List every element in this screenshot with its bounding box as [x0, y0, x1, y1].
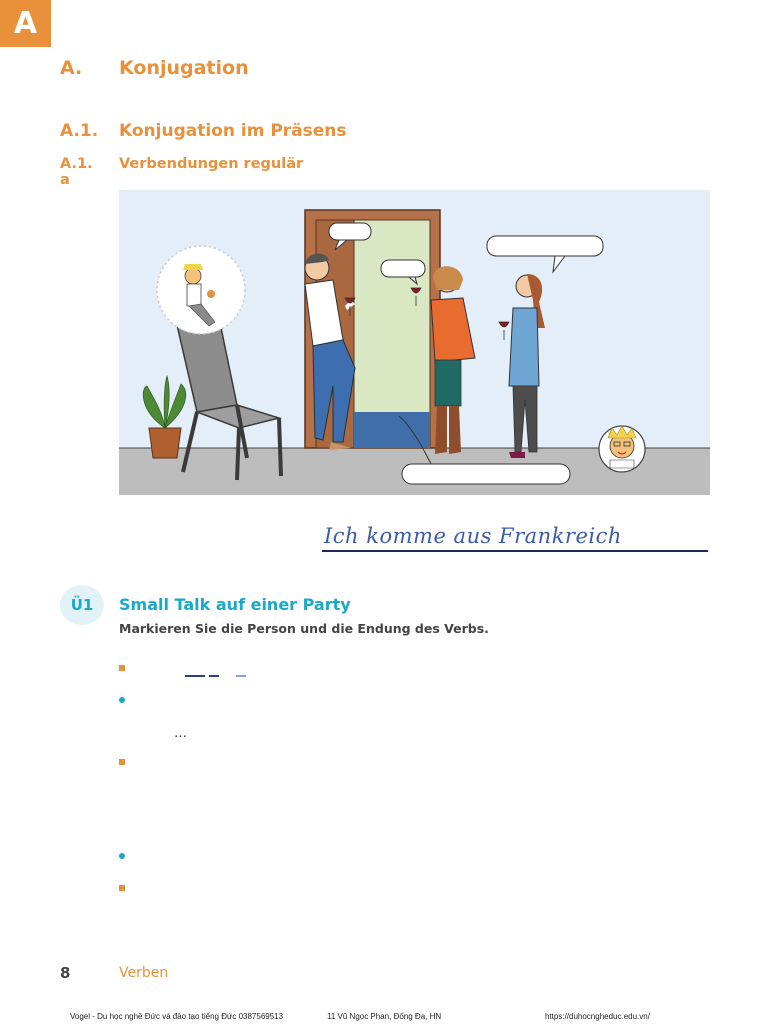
party-illustration: [119, 190, 710, 495]
chapter-tab: A: [0, 0, 51, 47]
section-title: Konjugation: [119, 57, 249, 79]
answer-blank[interactable]: [236, 675, 246, 677]
footer-url[interactable]: https://duhocngheduc.edu.vn/: [545, 1012, 650, 1021]
dialogue-bullet-orange: [119, 759, 125, 765]
dialogue-bullet-orange: [119, 665, 125, 671]
dialogue-bullet-orange: [119, 885, 125, 891]
page-number: 8: [60, 964, 71, 982]
footer-address: 11 Vũ Ngọc Phan, Đống Đa, HN: [327, 1012, 442, 1021]
handwritten-answer-line: [322, 520, 708, 552]
subsection-number: A.1.: [60, 121, 99, 141]
dialogue-bullet-cyan: [119, 697, 125, 703]
answer-blank[interactable]: [209, 675, 219, 677]
footer-publisher: Vogel - Du học nghề Đức và đào tạo tiếng Đức 0387569513: [70, 1012, 284, 1021]
exercise-title: Small Talk auf einer Party: [119, 595, 351, 614]
section-number: A.: [60, 57, 83, 79]
dialogue-bullet-cyan: [119, 853, 125, 859]
dialogue-ellipsis: …: [174, 726, 187, 741]
subsubsection-title: Verbendungen regulär: [119, 156, 304, 172]
handwritten-answer: Ich komme aus Frankreich: [324, 524, 622, 548]
exercise-badge: Ü1: [60, 585, 104, 625]
subsubsection-number: A.1. a: [60, 156, 93, 188]
chapter-name: Verben: [119, 965, 169, 981]
exercise-instruction: Markieren Sie die Person und die Endung des Verbs.: [119, 621, 489, 636]
subsection-title: Konjugation im Präsens: [119, 121, 347, 141]
answer-blank[interactable]: [185, 675, 205, 677]
